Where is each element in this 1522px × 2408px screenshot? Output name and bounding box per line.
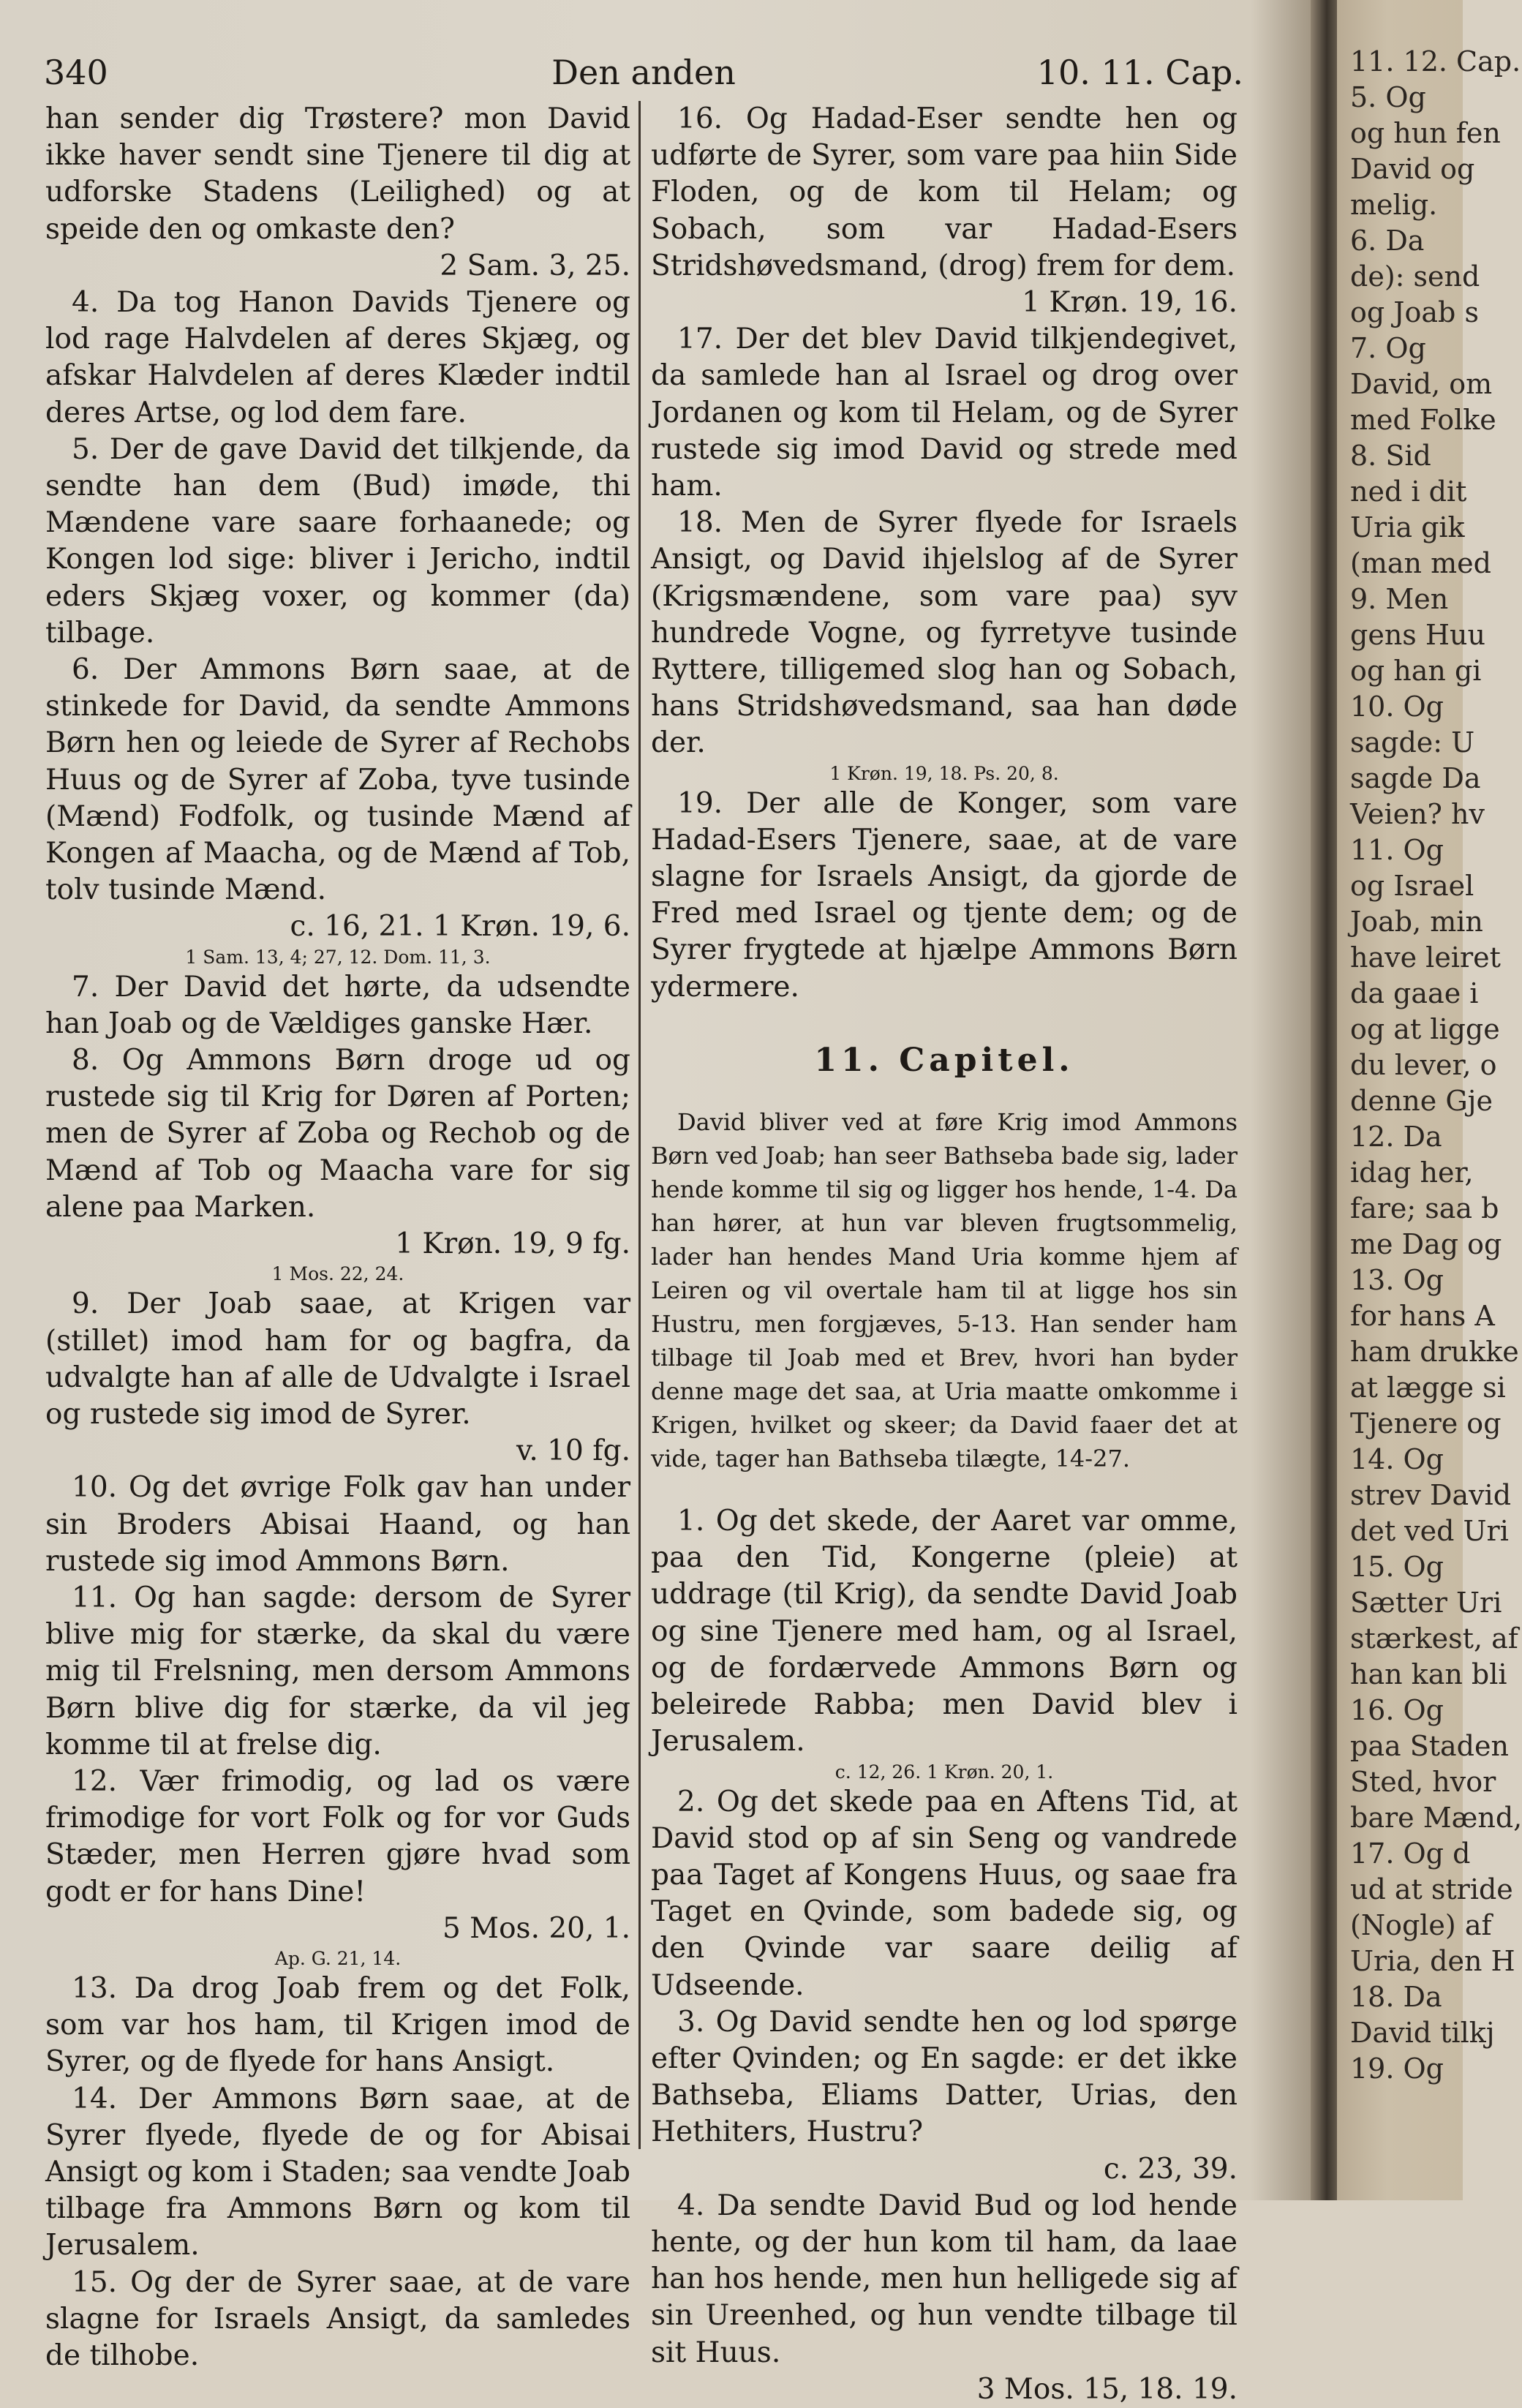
verse-text: 9. Der Joab saae, at Krigen var (stillet) imod ham for og bagfra, da udvalgte han af alle de Udvalgte i Israel og rustede sig imod de Syrer.	[45, 1287, 630, 1431]
verse	[651, 1503, 1237, 1760]
verse-text: han sender dig Trøstere? mon David ikke haver sendt sine Tjenere til dig at udforske Stadens (Leilighed) og at speide den og omkaste den?	[45, 102, 630, 246]
verse-text: 4. Da sendte David Bud og lod hende hente, og der hun kom til ham, da laae han hos hende, men hun helligede sig af sin Ureenhed, og hun vendte tilbage til sit Huus.	[651, 2189, 1237, 2369]
facing-page-line: David tilkj	[1350, 2017, 1495, 2049]
facing-page-line: melig.	[1350, 189, 1438, 221]
facing-page-line: med Folke	[1350, 404, 1496, 436]
facing-page-line: for hans A	[1350, 1300, 1495, 1332]
verse-text: 17. Der det blev David tilkjendegivet, da samlede han al Israel og drog over Jordanen og kom til Helam, og de Syrer rustede sig imod David og strede med ham.	[651, 323, 1237, 503]
verse-text: 10. Og det øvrige Folk gav han under sin Broders Abisai Haand, og han rustede sig imod Ammons Børn.	[45, 1471, 630, 1578]
facing-page-line: du lever, o	[1350, 1049, 1497, 1081]
facing-page-line: idag her,	[1350, 1156, 1474, 1189]
book-title: Den anden	[551, 53, 736, 92]
verse-reference: 5 Mos. 20, 1.	[442, 1911, 630, 1945]
facing-page-line: 9. Men	[1350, 583, 1449, 615]
verse-text: 8. Og Ammons Børn droge ud og rustede sig til Krig for Døren af Porten; men de Syrer af Zoba og Rechob og de Mænd af Tob og Maacha vare for sig alene paa Marken.	[45, 1044, 630, 1224]
verse-reference: 1 Krøn. 19, 16.	[1022, 286, 1237, 320]
facing-page-line: og Joab s	[1350, 296, 1479, 328]
verse-reference: c. 16, 21. 1 Krøn. 19, 6.	[290, 910, 630, 944]
verse-text: 7. Der David det hørte, da udsendte han Joab og de Vældiges ganske Hær.	[45, 970, 630, 1040]
facing-page-line: have leiret	[1350, 941, 1501, 974]
facing-page-line: paa Staden	[1350, 1730, 1509, 1762]
facing-page-line: Uria gik	[1350, 511, 1465, 543]
verse-text: David bliver ved at føre Krig imod Ammons Børn ved Joab; han seer Bathseba bade sig, lader hende komme til sig og ligger hos hende, 1-4. Da han hører, at hun var bleven frugtsommelig, lader han hendes Mand Uria komme hjem af Leiren og vil overtale ham til at ligge hos sin Hustru, men forgjæves, 5-13. Han sender ham tilbage til Joab med et Brev, hvori han byder denne mage det saa, at Uria maatte omkomme i Krigen, hvilket og skeer; da David faaer det at vide, tager han Bathseba tilægte, 14-27.	[651, 1108, 1237, 1473]
facing-page-line: og hun fen	[1350, 117, 1501, 149]
facing-page-line: Veien? hv	[1350, 798, 1485, 830]
verse-text: 5. Der de gave David det tilkjende, da sendte han dem (Bud) imøde, thi Mændene vare saare forhaanede; og Kongen lod sige: bliver i Jericho, indtil eders Skjæg voxer, og kommer (da) tilbage.	[45, 432, 630, 650]
verse-text: 6. Der Ammons Børn saae, at de stinkede for David, da sendte Ammons Børn hen og leiede de Syrer af Rechobs Huus og de Syrer af Zoba, tyve tusinde (Mænd) Fodfolk, og tusinde Mænd af Kongen af Maacha, og de Mænd af Tob, tolv tusinde Mænd.	[45, 653, 630, 907]
verse	[651, 321, 1237, 505]
verse	[45, 1764, 630, 1947]
facing-page-line: 10. Og	[1350, 691, 1444, 723]
cross-reference	[45, 1263, 630, 1286]
verse-text: 13. Da drog Joab frem og det Folk, som var hos ham, til Krigen imod de Syrer, og de flyede for hans Ansigt.	[45, 1971, 630, 2079]
verse	[45, 652, 630, 946]
verse	[45, 101, 630, 285]
verse	[651, 786, 1237, 1006]
verse-text: 11. Capitel.	[814, 1041, 1074, 1079]
facing-page-line: (Nogle) af	[1350, 1909, 1492, 1941]
facing-page-line: fare; saa b	[1350, 1192, 1499, 1224]
chapter-summary	[651, 1105, 1237, 1475]
column-divider	[638, 101, 641, 2149]
facing-page	[1337, 0, 1522, 2200]
verse-reference: c. 23, 39.	[1103, 2152, 1237, 2186]
verse-text: 1 Krøn. 19, 18. Ps. 20, 8.	[829, 762, 1059, 784]
cross-reference	[45, 946, 630, 969]
verse-text: 11. Og han sagde: dersom de Syrer blive mig for stærke, da skal du være mig til Frelsning, men dersom Ammons Børn blive dig for stærke, da vil jeg komme til at frelse dig.	[45, 1581, 630, 1761]
verse	[45, 969, 630, 1042]
verse-reference: 2 Sam. 3, 25.	[440, 249, 630, 282]
verse-reference: 3 Mos. 15, 18. 19.	[976, 2372, 1237, 2406]
facing-page-line: strev David	[1350, 1479, 1512, 1511]
verse	[45, 1286, 630, 1470]
page-number: 340	[44, 53, 108, 92]
facing-page-line: 17. Og d	[1350, 1837, 1471, 1870]
facing-page-line: 11. 12. Cap.	[1350, 45, 1521, 78]
right-column	[651, 101, 1237, 2408]
verse	[45, 2265, 630, 2375]
facing-page-line: de): send	[1350, 260, 1480, 293]
facing-page-line: me Dag og	[1350, 1228, 1502, 1260]
facing-page-line: stærkest, af	[1350, 1622, 1518, 1655]
facing-page-line: 6. Da	[1350, 225, 1425, 257]
facing-page-line: og Israel	[1350, 870, 1474, 902]
facing-page-line: at lægge si	[1350, 1372, 1506, 1404]
facing-page-line: og at ligge	[1350, 1013, 1500, 1045]
verse-text: 2. Og det skede paa en Aftens Tid, at David stod op af sin Seng og vandrede paa Taget af Kongens Huus, og saae fra Taget en Qvinde, som badede sig, og den Qvinde var saare deilig af Udseende.	[651, 1785, 1237, 2002]
verse	[45, 432, 630, 652]
facing-page-line: 16. Og	[1350, 1694, 1444, 1726]
verse-text: 1 Sam. 13, 4; 27, 12. Dom. 11, 3.	[185, 946, 491, 968]
facing-page-line: sagde Da	[1350, 762, 1481, 794]
verse	[651, 1784, 1237, 2004]
verse-text: 1 Mos. 22, 24.	[271, 1263, 404, 1285]
facing-page-line: (man med	[1350, 547, 1491, 579]
facing-page-line: 5. Og	[1350, 81, 1426, 113]
verse	[45, 1971, 630, 2081]
verse-text: 4. Da tog Hanon Davids Tjenere og lod rage Halvdelen af deres Skjæg, og afskar Halvdelen af deres Klæder indtil deres Artse, og lod dem fare.	[45, 286, 630, 429]
facing-page-text	[1337, 0, 1522, 2087]
facing-page-line: 11. Og	[1350, 834, 1444, 866]
left-column	[45, 101, 630, 2374]
cross-reference	[45, 1947, 630, 1971]
facing-page-line: 13. Og	[1350, 1264, 1444, 1296]
facing-page-line: denne Gje	[1350, 1085, 1493, 1117]
facing-page-line: ned i dit	[1350, 475, 1467, 508]
chapter-heading	[651, 1042, 1237, 1079]
verse-text: Ap. G. 21, 14.	[274, 1947, 402, 1969]
facing-page-line: gens Huu	[1350, 619, 1485, 651]
verse-text: c. 12, 26. 1 Krøn. 20, 1.	[835, 1761, 1054, 1783]
chapter-range: 10. 11. Cap.	[1036, 53, 1243, 92]
facing-page-line: Uria, den H	[1350, 1945, 1515, 1977]
cross-reference	[651, 1761, 1237, 1784]
facing-page-line: bare Mænd,	[1350, 1802, 1522, 1834]
facing-page-line: Sætter Uri	[1350, 1587, 1502, 1619]
facing-page-line: 19. Og	[1350, 2053, 1444, 2085]
cross-reference	[651, 762, 1237, 786]
verse-reference: 1 Krøn. 19, 9 fg.	[395, 1227, 630, 1261]
verse	[651, 101, 1237, 321]
facing-page-line: 7. Og	[1350, 332, 1426, 364]
facing-page-line: Sted, hvor	[1350, 1766, 1496, 1798]
verse-text: 15. Og der de Syrer saae, at de vare slagne for Israels Ansigt, da samledes de tilhobe.	[45, 2265, 630, 2372]
facing-page-line: han kan bli	[1350, 1658, 1507, 1690]
facing-page-line: David og	[1350, 153, 1475, 185]
facing-page-line: Tjenere og	[1350, 1407, 1502, 1440]
verse	[651, 505, 1237, 761]
verse-text: 3. Og David sendte hen og lod spørge efter Qvinden; og En sagde: er det ikke Bathseba, Eliams Datter, Urias, den Hethiters, Hustru?	[651, 2005, 1237, 2149]
facing-page-line: og han gi	[1350, 655, 1482, 687]
facing-page-line: Joab, min	[1350, 906, 1483, 938]
verse-text: 12. Vær frimodig, og lad os være frimodige for vort Folk og for vor Guds Stæder, men Herren gjøre hvad som godt er for hans Dine!	[45, 1764, 630, 1908]
facing-page-line: David, om	[1350, 368, 1493, 400]
book-gutter	[1311, 0, 1340, 2200]
verse-text: 18. Men de Syrer flyede for Israels Ansigt, og David ihjelslog af de Syrer (Krigsmændene, som vare paa) syv hundrede Vogne, og fyrretyve tusinde Ryttere, tilligemed slog han og Sobach, hans Stridshøvedsmand, saa han døde der.	[651, 506, 1237, 760]
verse	[45, 1580, 630, 1764]
verse-text: 14. Der Ammons Børn saae, at de Syrer flyede, flyede de og for Abisai Ansigt og kom i Staden; saa vendte Joab tilbage fra Ammons Børn og kom til Jerusalem.	[45, 2082, 630, 2262]
verse	[45, 2081, 630, 2265]
facing-page-line: det ved Uri	[1350, 1515, 1509, 1547]
facing-page-line: 12. Da	[1350, 1121, 1442, 1153]
verse	[45, 1042, 630, 1263]
facing-page-line: 15. Og	[1350, 1551, 1444, 1583]
verse-text: 1. Og det skede, der Aaret var omme, paa den Tid, Kongerne (pleie) at uddrage (til Krig), da sendte David Joab og sine Tjenere med ham, og al Israel, og de fordærvede Ammons Børn og beleirede Rabba; men David blev i Jerusalem.	[651, 1505, 1237, 1758]
verse-reference: v. 10 fg.	[516, 1434, 630, 1468]
facing-page-line: 18. Da	[1350, 1981, 1442, 2013]
facing-page-line: 8. Sid	[1350, 440, 1431, 472]
verse	[45, 1470, 630, 1580]
verse	[651, 2004, 1237, 2188]
facing-page-line: sagde: U	[1350, 726, 1475, 759]
facing-page-line: da gaae i	[1350, 977, 1479, 1009]
verse-text: 16. Og Hadad-Eser sendte hen og udførte de Syrer, som vare paa hiin Side Floden, og de kom til Helam; og Sobach, som var Hadad-Esers Stridshøvedsmand, (drog) frem for dem.	[651, 102, 1237, 282]
facing-page-line: ud at stride	[1350, 1873, 1513, 1905]
verse-text: 19. Der alle de Konger, som vare Hadad-Esers Tjenere, saae, at de vare slagne for Israels Ansigt, da gjorde de Fred med Israel og tjente dem; og de Syrer frygtede at hjælpe Ammons Børn ydermere.	[651, 786, 1237, 1004]
facing-page-line: 14. Og	[1350, 1443, 1444, 1475]
page-header	[44, 53, 1243, 97]
verse	[45, 285, 630, 432]
facing-page-line: ham drukke	[1350, 1336, 1519, 1368]
verse	[651, 2188, 1237, 2408]
